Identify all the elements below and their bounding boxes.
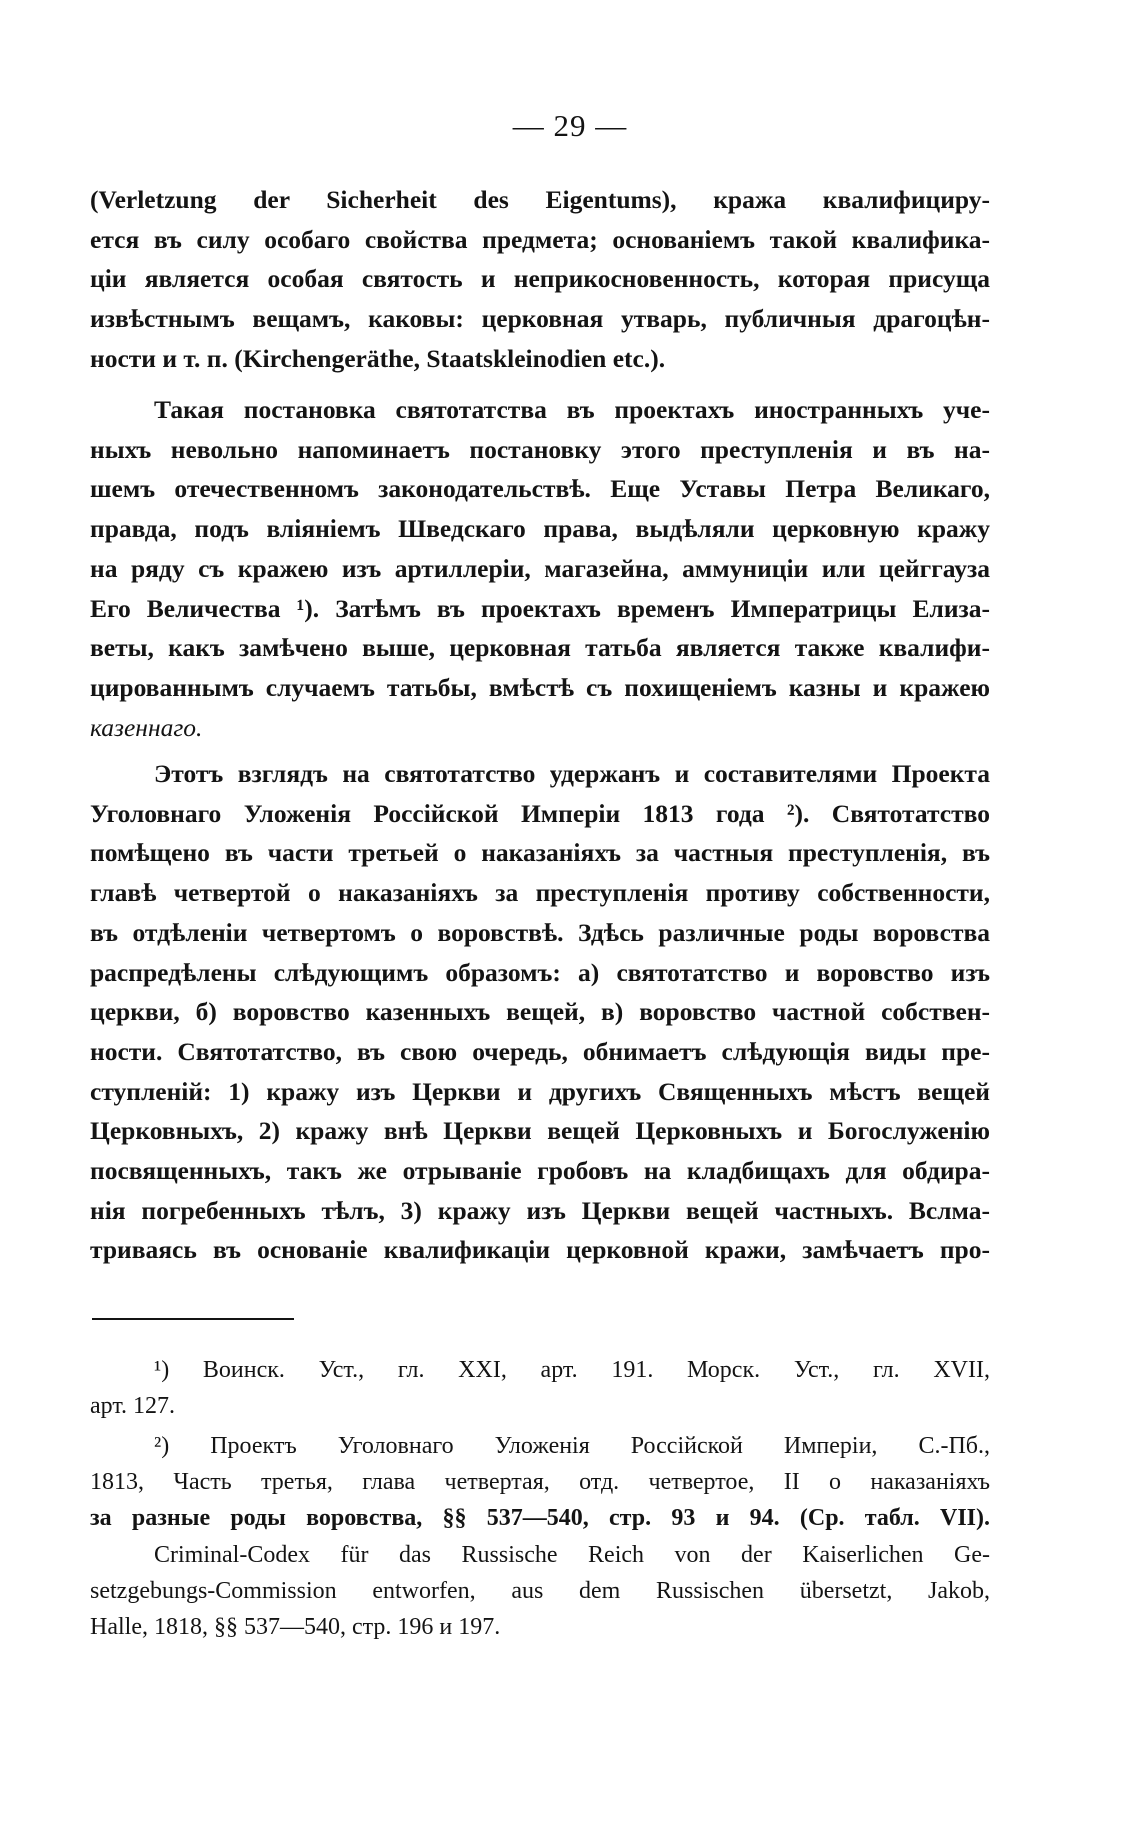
text-line: Этотъ взглядъ на святотатство удержанъ и составителями Проекта bbox=[154, 759, 990, 788]
text-line: казеннаго. bbox=[90, 712, 203, 742]
footnote-divider bbox=[92, 1318, 294, 1320]
text-line: Его Величества ¹). Затѣмъ въ проектахъ временъ Императрицы Елиза- bbox=[90, 593, 990, 623]
text-line: ности. Святотатство, въ свою очередь, обнимаетъ слѣдующія виды пре- bbox=[90, 1036, 990, 1066]
text-line: въ отдѣленіи четвертомъ о воровствѣ. Здѣсь различные роды воровства bbox=[90, 917, 990, 947]
text-line: шемъ отечественномъ законодательствѣ. Еще Уставы Петра Великаго, bbox=[90, 474, 990, 504]
text-line: ціи является особая святость и неприкосновенность, которая присуща bbox=[90, 264, 990, 294]
footnote-line: setzgebungs-Commission entworfen, aus dem Russischen übersetzt, Jakob, bbox=[90, 1577, 990, 1604]
text-line: церкви, б) воровство казенныхъ вещей, в) воровство частной собствен- bbox=[90, 997, 990, 1027]
footnote-line: Halle, 1818, §§ 537—540, стр. 196 и 197. bbox=[90, 1614, 501, 1641]
footnote-1 bbox=[90, 1352, 990, 1424]
text-line: Церковныхъ, 2) кражу внѣ Церкви вещей Церковныхъ и Богослуженію bbox=[90, 1116, 990, 1146]
footnote-line: Criminal-Codex für das Russische Reich von der Kaiserlichen Ge- bbox=[154, 1541, 990, 1568]
footnote-line: ¹) Воинск. Уст., гл. XXI, арт. 191. Морск. Уст., гл. XVII, bbox=[154, 1357, 990, 1383]
text-line: посвященныхъ, такъ же отрываніе гробовъ на кладбищахъ для обдира- bbox=[90, 1156, 990, 1186]
text-line: ности и т. п. (Kirchengeräthe, Staatskleinodien etc.). bbox=[90, 343, 666, 373]
text-line: главѣ четвертой о наказаніяхъ за преступленія противу собственности, bbox=[90, 878, 990, 908]
text-line: извѣстнымъ вещамъ, каковы: церковная утварь, публичныя драгоцѣн- bbox=[90, 304, 990, 334]
text-line: нія погребенныхъ тѣлъ, 3) кражу изъ Церкви вещей частныхъ. Вслма- bbox=[90, 1195, 990, 1225]
page-number: — 29 — bbox=[512, 108, 628, 143]
text-line: на ряду съ кражею изъ артиллеріи, магазейна, аммуниціи или цейггауза bbox=[90, 553, 990, 583]
paragraph-3 bbox=[90, 754, 990, 1270]
text-line: ступленій: 1) кражу изъ Церкви и другихъ Священныхъ мѣстъ вещей bbox=[90, 1076, 990, 1106]
footnote-line: ²) Проектъ Уголовнаго Уложенія Россійской Имперіи, С.-Пб., bbox=[154, 1433, 990, 1459]
text-line: Уголовнаго Уложенія Россійской Имперіи 1813 года ²). Святотатство bbox=[90, 798, 990, 828]
footnote-line: за разные роды воровства, §§ 537—540, стр. 93 и 94. (Ср. табл. VII). bbox=[90, 1505, 990, 1532]
text-line: распредѣлены слѣдующимъ образомъ: а) святотатство и воровство изъ bbox=[90, 957, 990, 987]
text-line: (Verletzung der Sicherheit des Eigentums), кража квалифициру- bbox=[90, 185, 990, 214]
footnote-2 bbox=[90, 1428, 990, 1645]
text-line: цированнымъ случаемъ татьбы, вмѣстѣ съ похищеніемъ казны и кражею bbox=[90, 672, 990, 702]
text-line: Такая постановка святотатства въ проектахъ иностранныхъ уче- bbox=[154, 395, 990, 424]
paragraph-1 bbox=[90, 180, 990, 379]
text-line: ется въ силу особаго свойства предмета; основаніемъ такой квалифика- bbox=[90, 224, 990, 254]
text-line: ныхъ невольно напоминаетъ постановку этого преступленія и въ на- bbox=[90, 434, 990, 464]
text-line: триваясь въ основаніе квалификаціи церковной кражи, замѣчаетъ про- bbox=[90, 1235, 990, 1265]
text-line: помѣщено въ части третьей о наказаніяхъ за частныя преступленія, въ bbox=[90, 838, 990, 868]
text-line: правда, подъ вліяніемъ Шведскаго права, выдѣляли церковную кражу bbox=[90, 514, 990, 544]
footnote-line: 1813, Часть третья, глава четвертая, отд. четвертое, II о наказаніяхъ bbox=[90, 1469, 990, 1496]
text-line: веты, какъ замѣчено выше, церковная татьба является также квалифи- bbox=[90, 633, 990, 663]
footnote-line: арт. 127. bbox=[90, 1393, 176, 1420]
paragraph-2 bbox=[90, 390, 990, 747]
